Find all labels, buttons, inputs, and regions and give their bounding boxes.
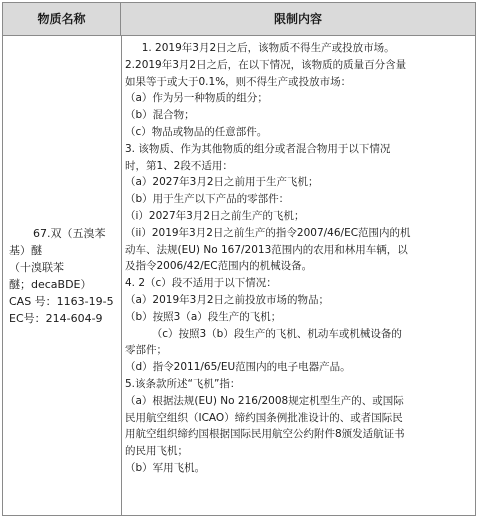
substance-line: （十溴联苯 [9,260,64,274]
restriction-line: 用航空组织缔约国根据国际民用航空公约附件8颁发适航证书 [125,428,405,441]
restriction-line: 民用航空组织（ICAO）缔约国条例批准设计的、或者国际民 [125,411,403,424]
restriction-line: （b）用于生产以下产品的零部件： [125,193,290,206]
restriction-line: （a）2027年3月2日之前用于生产飞机； [125,176,319,189]
restriction-line: （c）按照3（b）段生产的飞机、机动车或机械设备的 [125,327,402,340]
restriction-line: （b）混合物； [125,109,195,122]
restriction-line: （b）按照3（a）段生产的飞机； [125,310,282,323]
restriction-line: 零部件； [125,344,167,357]
restriction-line: 3. 该物质、作为其他物质的组分或者混合物用于以下情况 [125,142,391,155]
restriction-line: 1. 2019年3月2日之后，该物质不得生产或投放市场。 [125,42,395,54]
restriction-line: 如果等于或大于0.1%，则不得生产或投放市场： [125,75,352,88]
restriction-line: 的民用飞机； [125,445,188,458]
restriction-line: （i）2027年3月2日之前生产的飞机； [125,209,305,222]
substance-line: 基）醚 [9,243,42,257]
table-header [3,3,475,36]
restriction-line: 5.该条款所述“飞机”指： [125,377,241,390]
substance-line: 67.双（五溴苯 [33,226,106,240]
restriction-table [2,2,476,516]
restriction-line: 动车、法规(EU) No 167/2013范围内的农用和林用车辆，以 [125,243,408,256]
header-restriction-content: 限制内容 [273,12,322,26]
restriction-line: 2.2019年3月2日之后，在以下情况，该物质的质量百分含量 [125,58,407,71]
restriction-line: （b）军用飞机。 [125,461,206,474]
restriction-line: 及指令2006/42/EC范围内的机械设备。 [125,260,313,273]
header-substance-name: 物质名称 [3,3,121,35]
substance-line: 醚；decaBDE） [9,277,92,291]
restriction-line: （d）指令2011/65/EU范围内的电子电器产品。 [125,361,351,374]
substance-line: EC号：214-604-9 [9,311,103,325]
restriction-line: （ii）2019年3月2日之前生产的指令2007/46/EC范围内的机 [125,226,411,239]
substance-cell [3,36,121,515]
restriction-line: （a）2019年3月2日之前投放市场的物品； [125,293,330,306]
restriction-line: （a）根据法规(EU) No 216/2008规定机型生产的、或国际 [125,394,404,407]
substance-line: CAS 号：1163-19-5 [9,294,114,308]
restriction-line: （c）物品或物品的任意部件。 [125,125,268,138]
restriction-line: 时，第1、2段不适用： [125,159,233,172]
restriction-line: 4. 2（c）段不适用于以下情况： [125,277,277,290]
restriction-cell [125,40,475,477]
column-divider [121,35,122,515]
restriction-line: （a）作为另一种物质的组分； [125,92,268,105]
